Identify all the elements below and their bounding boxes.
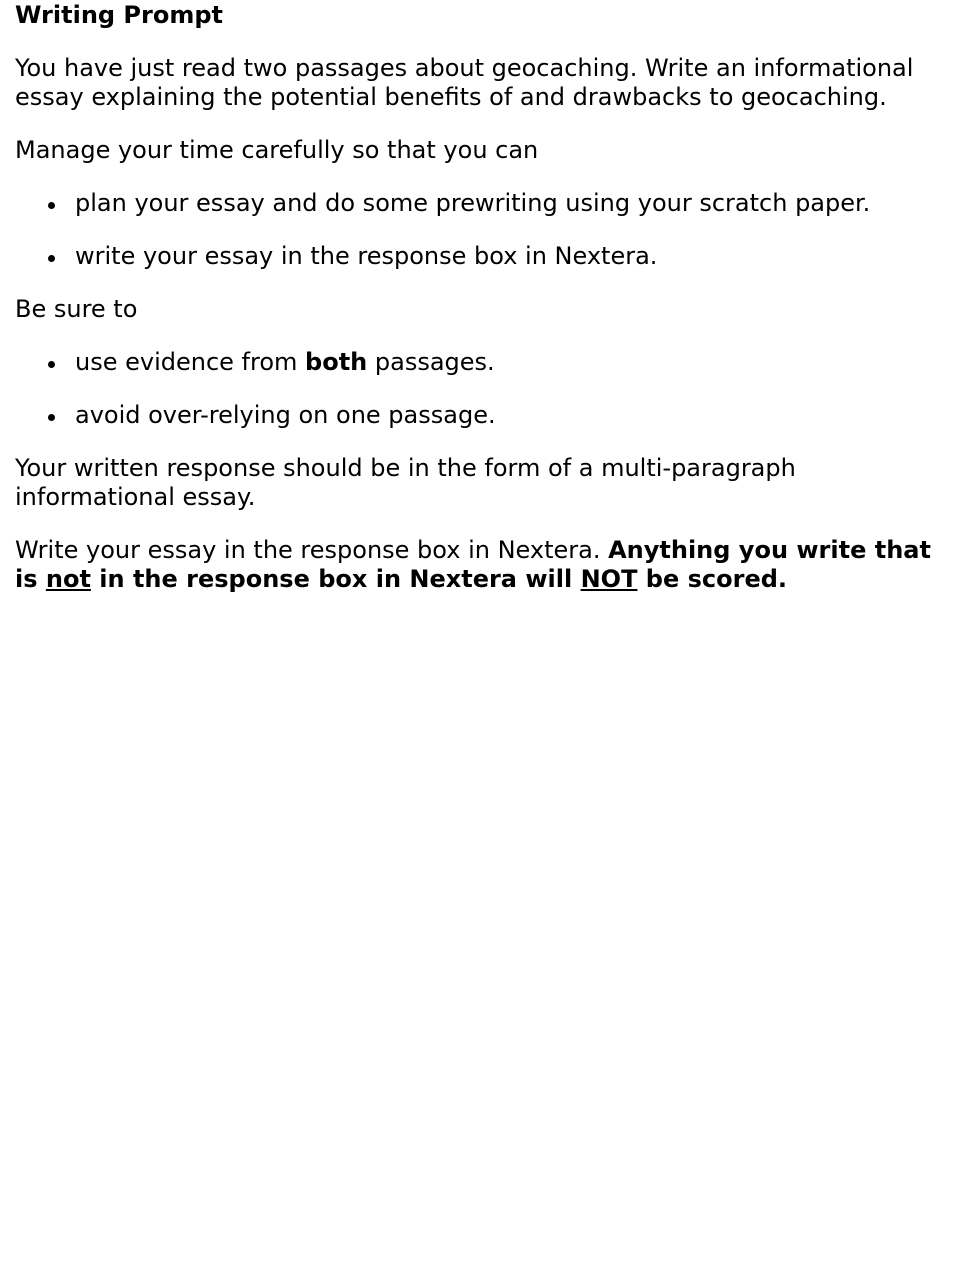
final-bold-text: Anything you write that is (15, 536, 931, 593)
writing-prompt-page (0, 0, 979, 594)
page-title: Writing Prompt (15, 1, 224, 29)
emphasis-both: both (305, 348, 368, 376)
emphasis-not: not (45, 565, 91, 593)
final-instruction-paragraph (15, 536, 950, 594)
final-plain-text: Write your essay in the response box in Nextera. (15, 536, 609, 564)
manage-time-list (15, 189, 965, 271)
list-item-text: passages. (367, 348, 495, 376)
emphasis-not-caps: NOT (580, 565, 638, 593)
final-bold-text: be scored. (637, 565, 788, 593)
list-item (75, 348, 965, 377)
final-bold-text: in the response box in Nextera will (90, 565, 581, 593)
list-item: plan your essay and do some prewriting using your scratch paper. (75, 189, 965, 218)
manage-time-intro: Manage your time carefully so that you can (15, 136, 539, 164)
form-note-paragraph: Your written response should be in the form of a multi-paragraph informational essay. (15, 454, 796, 511)
list-item: write your essay in the response box in Nextera. (75, 242, 965, 271)
list-item-text: use evidence from (75, 348, 306, 376)
be-sure-intro: Be sure to (15, 295, 138, 323)
intro-paragraph: You have just read two passages about geocaching. Write an informational essay explaining the potential benefits of and drawbacks to geocaching. (15, 54, 914, 111)
be-sure-list (15, 348, 965, 430)
list-item: avoid over-relying on one passage. (75, 401, 965, 430)
